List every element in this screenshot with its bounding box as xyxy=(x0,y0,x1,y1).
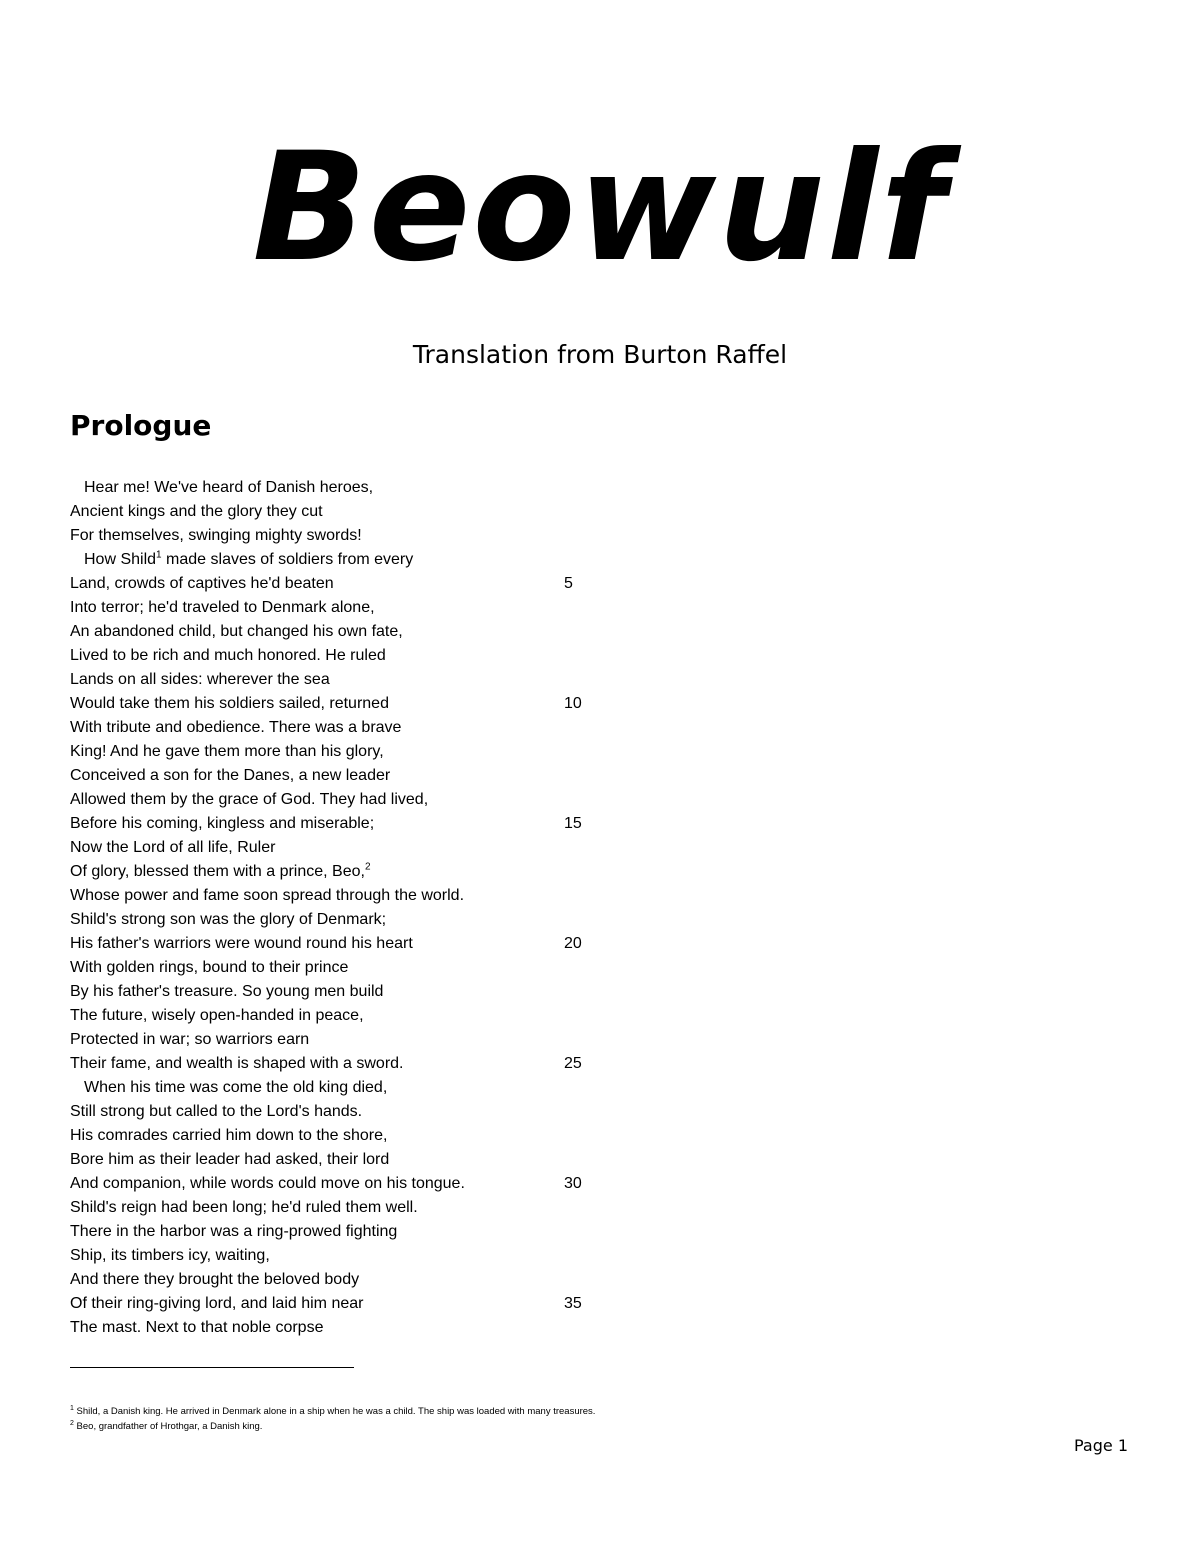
poem-line-text xyxy=(70,959,348,976)
poem-line-text xyxy=(70,1055,404,1072)
footnote-entry xyxy=(70,1404,870,1419)
poem-line-text xyxy=(70,1319,323,1336)
poem-line xyxy=(70,1100,630,1124)
poem-line xyxy=(70,644,630,668)
poem-line xyxy=(70,788,630,812)
poem-line-main: Of their ring-giving lord, and laid him near xyxy=(70,1295,364,1312)
footnote-reference[interactable]: 1 xyxy=(156,549,162,561)
poem-line-main: Allowed them by the grace of God. They had lived, xyxy=(70,791,429,808)
poem-line-text xyxy=(70,623,403,640)
poem-line xyxy=(70,1316,630,1340)
poem-line-text xyxy=(70,503,323,520)
poem-line-text xyxy=(70,479,373,496)
poem-line-main: Conceived a son for the Danes, a new leader xyxy=(70,767,391,784)
line-number: 35 xyxy=(564,1295,582,1312)
poem-line-main: When his time was come the old king died, xyxy=(84,1079,388,1096)
poem-line-text xyxy=(70,743,384,760)
poem-line xyxy=(70,692,630,716)
poem-line-text xyxy=(70,911,386,928)
poem-line xyxy=(70,1052,630,1076)
document-subtitle: Translation from Burton Raffel xyxy=(412,340,788,369)
poem-line-text xyxy=(70,767,390,784)
section-heading: Prologue xyxy=(70,409,212,442)
poem-line-main: And companion, while words could move on his tongue. xyxy=(70,1175,465,1192)
footnote-mark: 1 xyxy=(70,1404,74,1412)
poem-body xyxy=(70,476,630,1340)
poem-line-text xyxy=(70,695,389,712)
poem-line-main: Would take them his soldiers sailed, returned xyxy=(70,695,389,712)
poem-line xyxy=(70,980,630,1004)
footnote-text: Shild, a Danish king. He arrived in Denmark alone in a ship when he was a child. The ship was loaded with many treasures. xyxy=(76,1406,596,1417)
line-number: 15 xyxy=(564,815,582,832)
poem-line-text xyxy=(70,983,383,1000)
footnote-separator xyxy=(70,1367,354,1368)
poem-line-main: His comrades carried him down to the shore, xyxy=(70,1127,388,1144)
poem-line xyxy=(70,1244,630,1268)
poem-line xyxy=(70,956,630,980)
poem-line-text xyxy=(70,671,330,688)
poem-line-main: The mast. Next to that noble corpse xyxy=(70,1319,324,1336)
poem-line-text xyxy=(70,1103,362,1120)
poem-line-main: Whose power and fame soon spread through the world. xyxy=(70,887,465,904)
poem-line-text xyxy=(70,887,464,904)
poem-line xyxy=(70,1196,630,1220)
poem-line-main: Shild's strong son was the glory of Denmark; xyxy=(70,911,387,928)
poem-line xyxy=(70,1028,630,1052)
poem-line-text xyxy=(70,815,374,832)
poem-line-text xyxy=(70,839,275,856)
poem-line-text xyxy=(70,1007,364,1024)
poem-line xyxy=(70,836,630,860)
poem-line-main: His father's warriors were wound round his heart xyxy=(70,935,413,952)
poem-line-main: Their fame, and wealth is shaped with a sword. xyxy=(70,1055,404,1072)
footnote-reference[interactable]: 2 xyxy=(364,861,371,873)
poem-line-main: How Shild xyxy=(84,551,157,568)
poem-line xyxy=(70,548,630,572)
poem-line xyxy=(70,500,630,524)
poem-line-main: There in the harbor was a ring-prowed fighting xyxy=(70,1223,398,1240)
poem-line-text xyxy=(70,1079,387,1096)
poem-line xyxy=(70,716,630,740)
poem-line-main: Lands on all sides: wherever the sea xyxy=(70,671,330,688)
poem-line-text xyxy=(70,599,375,616)
poem-line-text xyxy=(70,935,413,952)
poem-line-text xyxy=(70,575,334,592)
poem-line xyxy=(70,1172,630,1196)
poem-line xyxy=(70,932,630,956)
poem-line xyxy=(70,740,630,764)
line-number: 30 xyxy=(564,1175,582,1192)
poem-line xyxy=(70,764,630,788)
poem-line-main: Protected in war; so warriors earn xyxy=(70,1031,310,1048)
line-number: 20 xyxy=(564,935,582,952)
poem-line-text xyxy=(70,551,413,568)
poem-line-text xyxy=(70,1127,387,1144)
footnote-entry xyxy=(70,1419,870,1434)
poem-line-text xyxy=(70,1031,309,1048)
document-title: Beowulf xyxy=(252,121,948,295)
poem-line-text xyxy=(70,1199,418,1216)
line-number: 5 xyxy=(564,575,573,592)
poem-line-text xyxy=(70,647,386,664)
poem-line xyxy=(70,1268,630,1292)
poem-line-text xyxy=(70,1151,389,1168)
poem-line xyxy=(70,1004,630,1028)
footnotes xyxy=(70,1404,870,1434)
poem-line xyxy=(70,524,630,548)
poem-line-text xyxy=(70,1271,359,1288)
poem-line-text xyxy=(70,1247,270,1264)
poem-line-text xyxy=(70,719,401,736)
poem-line-text xyxy=(70,863,371,880)
poem-line-main: By his father's treasure. So young men build xyxy=(70,983,384,1000)
line-number: 10 xyxy=(564,695,582,712)
poem-line-text xyxy=(70,527,362,544)
poem-line-main: Hear me! We've heard of Danish heroes, xyxy=(84,479,374,496)
poem-line-main: Ancient kings and the glory they cut xyxy=(70,503,323,520)
poem-line-main: With tribute and obedience. There was a brave xyxy=(70,719,402,736)
poem-line-text xyxy=(70,791,428,808)
poem-line xyxy=(70,1148,630,1172)
poem-line-main: Land, crowds of captives he'd beaten xyxy=(70,575,334,592)
poem-line xyxy=(70,1292,630,1316)
poem-line-main: For themselves, swinging mighty swords! xyxy=(70,527,362,544)
poem-line xyxy=(70,812,630,836)
poem-line xyxy=(70,620,630,644)
poem-line-main: Before his coming, kingless and miserable; xyxy=(70,815,375,832)
poem-line-main: Bore him as their leader had asked, their lord xyxy=(70,1151,390,1168)
poem-line xyxy=(70,476,630,500)
poem-line-main: The future, wisely open-handed in peace, xyxy=(70,1007,364,1024)
poem-line-main: Still strong but called to the Lord's hands. xyxy=(70,1103,363,1120)
poem-line-main: Now the Lord of all life, Ruler xyxy=(70,839,276,856)
poem-line xyxy=(70,884,630,908)
poem-line-text xyxy=(70,1295,363,1312)
poem-line xyxy=(70,596,630,620)
poem-line-main: Lived to be rich and much honored. He ruled xyxy=(70,647,386,664)
page-number: Page 1 xyxy=(1074,1436,1128,1455)
poem-line-main: An abandoned child, but changed his own fate, xyxy=(70,623,403,640)
poem-line-main: Into terror; he'd traveled to Denmark alone, xyxy=(70,599,375,616)
poem-line-main: Ship, its timbers icy, waiting, xyxy=(70,1247,270,1264)
poem-line xyxy=(70,1124,630,1148)
poem-line xyxy=(70,860,630,884)
footnote-mark: 2 xyxy=(70,1419,74,1427)
footnote-text: Beo, grandfather of Hrothgar, a Danish king. xyxy=(76,1421,263,1432)
poem-line-main: King! And he gave them more than his glory, xyxy=(70,743,384,760)
poem-line xyxy=(70,1076,630,1100)
line-number: 25 xyxy=(564,1055,582,1072)
poem-line xyxy=(70,668,630,692)
poem-line xyxy=(70,908,630,932)
poem-line xyxy=(70,572,630,596)
poem-line-main: And there they brought the beloved body xyxy=(70,1271,360,1288)
poem-line-main: With golden rings, bound to their prince xyxy=(70,959,349,976)
poem-line xyxy=(70,1220,630,1244)
poem-line-text xyxy=(70,1175,465,1192)
poem-line-main: Shild's reign had been long; he'd ruled them well. xyxy=(70,1199,418,1216)
poem-line-continuation: made slaves of soldiers from every xyxy=(161,551,414,568)
poem-line-main: Of glory, blessed them with a prince, Beo, xyxy=(70,863,365,880)
poem-line-text xyxy=(70,1223,397,1240)
